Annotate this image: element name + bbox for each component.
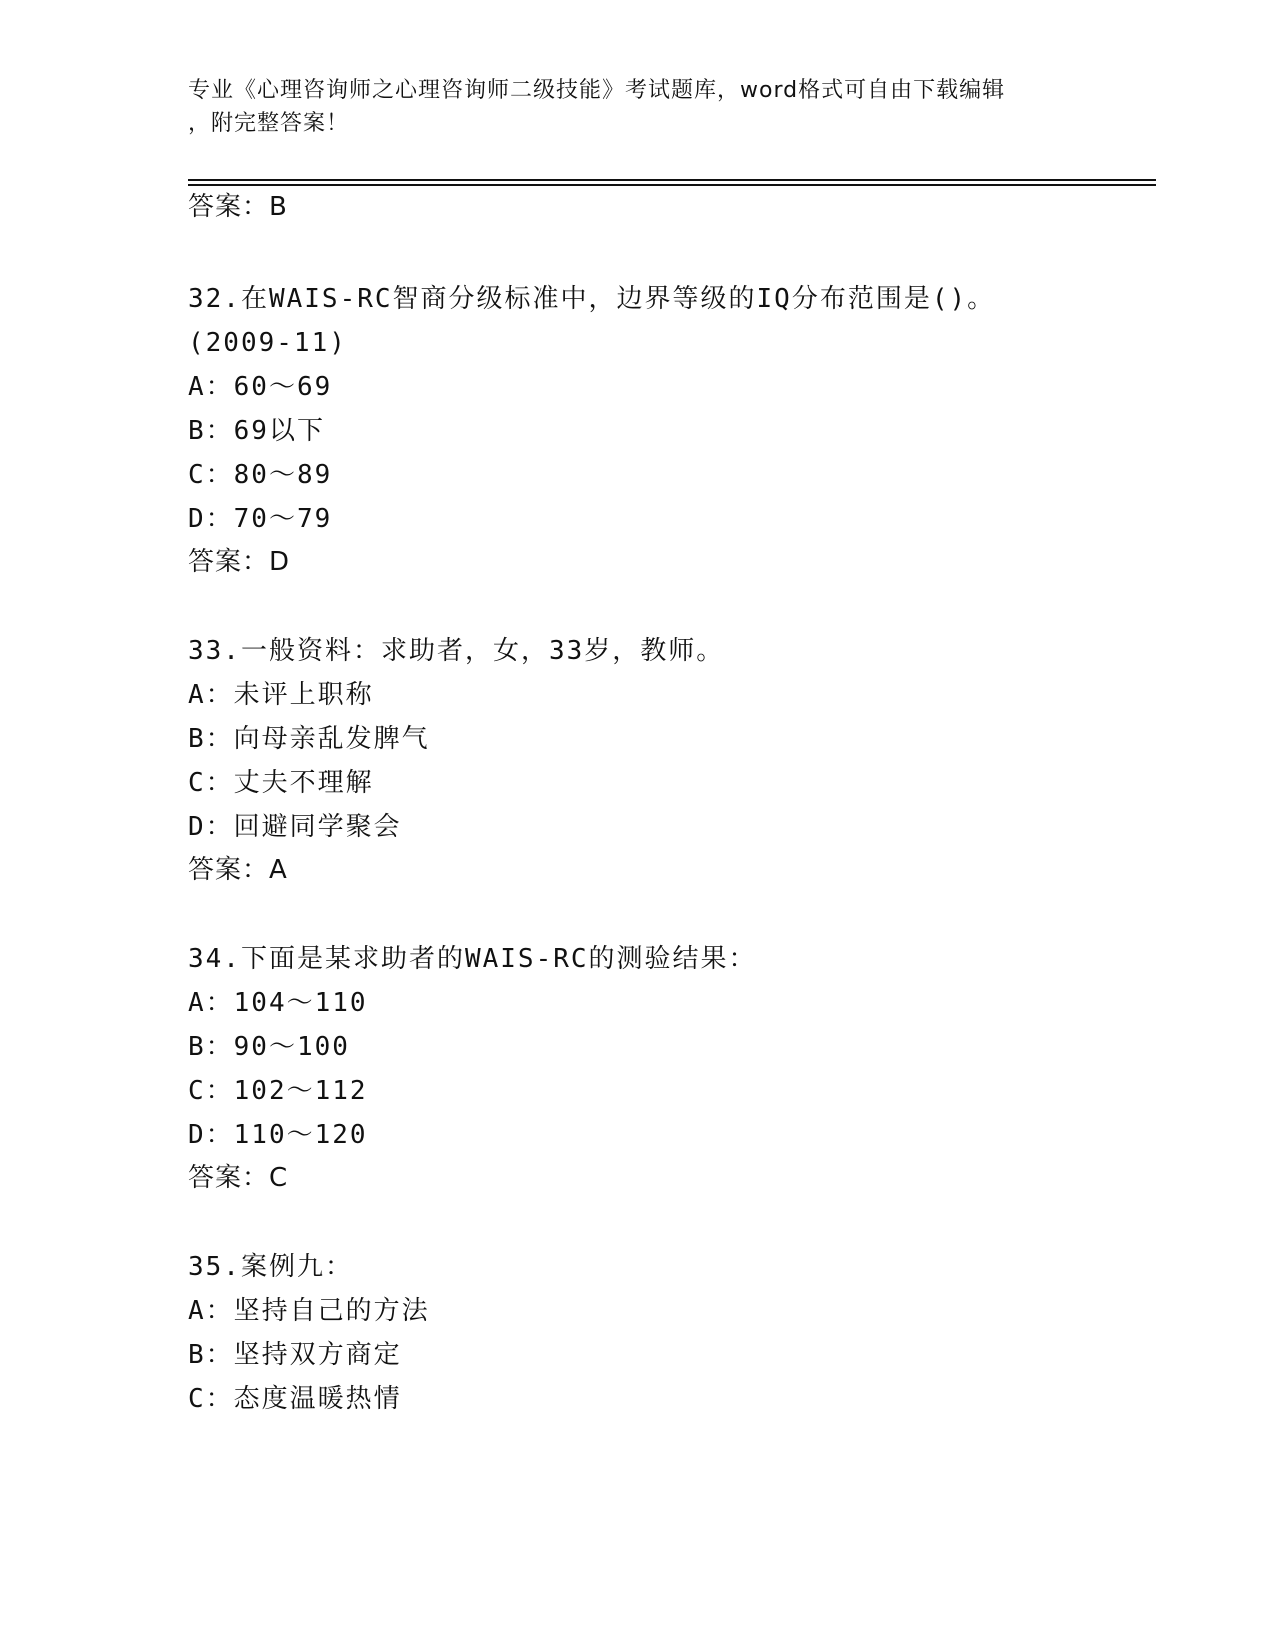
question-33-option-d: D：回避同学聚会 (188, 812, 402, 842)
answer-32: 答案：D (188, 547, 291, 577)
question-32-option-c: C：80～89 (188, 460, 333, 490)
question-34-option-b: B：90～100 (188, 1032, 350, 1062)
question-32-option-d: D：70～79 (188, 504, 333, 534)
answer-33: 答案：A (188, 855, 288, 885)
header-line-2: ，附完整答案！ (188, 111, 350, 136)
question-35-option-b: B：坚持双方商定 (188, 1340, 402, 1370)
question-34-text: 34.下面是某求助者的WAIS-RC的测验结果： (188, 944, 757, 974)
answer-31: 答案：B (188, 192, 288, 222)
header-divider-bottom (188, 184, 1156, 186)
question-33-option-c: C：丈夫不理解 (188, 768, 374, 798)
header-divider-top (188, 179, 1156, 181)
question-35-text: 35.案例九： (188, 1252, 353, 1282)
question-34-option-d: D：110～120 (188, 1120, 368, 1150)
question-35-option-a: A：坚持自己的方法 (188, 1296, 430, 1326)
question-34-option-a: A：104～110 (188, 988, 368, 1018)
question-32-text: 32.在WAIS-RC智商分级标准中，边界等级的IQ分布范围是()。 (188, 284, 996, 314)
document-header (188, 74, 1088, 140)
question-33-text: 33.一般资料：求助者，女，33岁，教师。 (188, 636, 725, 666)
question-34-option-c: C：102～112 (188, 1076, 368, 1106)
question-35-option-c: C：态度温暖热情 (188, 1384, 402, 1414)
question-33-option-a: A：未评上职称 (188, 680, 374, 710)
question-33-option-b: B：向母亲乱发脾气 (188, 724, 430, 754)
question-32-text-cont: (2009-11) (188, 328, 347, 358)
question-32-option-a: A：60～69 (188, 372, 333, 402)
answer-34: 答案：C (188, 1163, 289, 1193)
header-line-1: 专业《心理咨询师之心理咨询师二级技能》考试题库，word格式可自由下载编辑 (188, 78, 1006, 103)
question-32-option-b: B：69以下 (188, 416, 325, 446)
